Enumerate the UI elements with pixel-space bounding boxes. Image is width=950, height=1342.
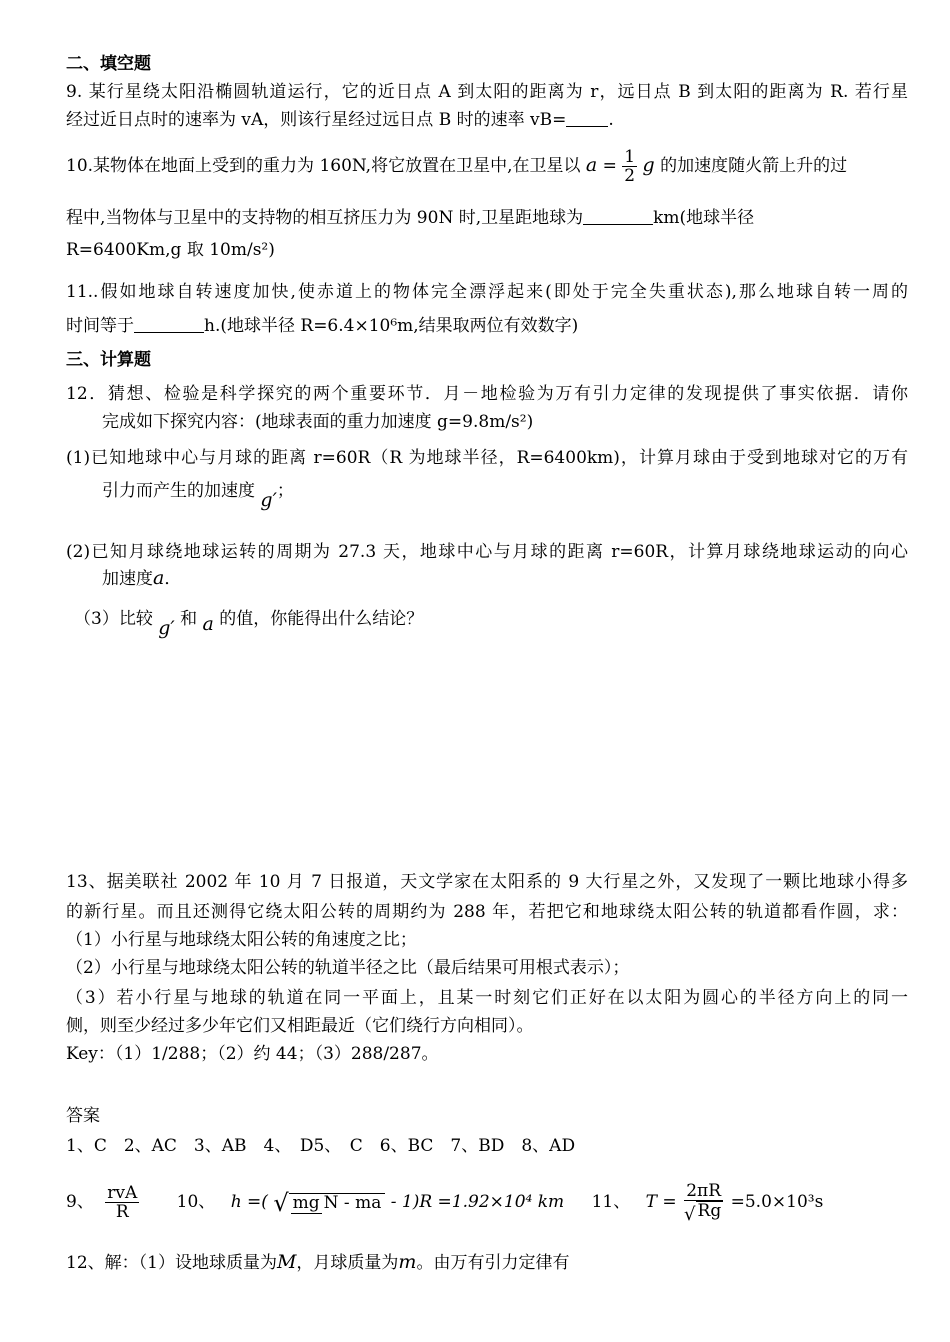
q12-p2-line2-text: 加速度 [102,569,153,589]
answers-title: 答案 [66,1106,100,1126]
q10-frac-den: 2 [624,166,636,186]
q10-line2-b: km(地球半径 [653,208,755,228]
q11-line1: 11..假如地球自转速度加快,使赤道上的物体完全漂浮起来(即处于完全失重状态),那么地球自转一周的 [66,282,908,302]
q10-line1-a: 10.某物体在地面上受到的重力为 160N,将它放置在卫星中,在卫星以 [66,156,581,176]
q11-line2-b: h.(地球半径 R=6.4×10⁶m,结果取两位有效数字) [204,316,579,336]
answer11-den-wrap [682,1201,725,1224]
q10-line1: 10.某物体在地面上受到的重力为 160N,将它放置在卫星中,在卫星以 a = $\frac{1}{2}$ g 的加速度随火箭上升的过 [66,147,848,186]
answer10-lhs: h =( [230,1192,268,1212]
q13-line2: 的新行星。而且还测得它绕太阳公转的周期约为 288 年，若把它和地球绕太阳公转的轨道都看作圆，求： [66,902,908,922]
answers-row-9-11 [66,1178,823,1227]
q10-line2 [66,206,754,230]
q10-fraction [622,148,637,185]
answer12-symbol-M: M [276,1251,297,1273]
answer10-label: 10、 [176,1192,216,1212]
q9-line2-end: . [608,110,614,130]
answer10-den: N - ma [323,1193,382,1213]
q12-p1-line1: (1)已知地球中心与月球的距离 r=60R（R 为地球半径，R=6400km)，计算月球由于受到地球对它的万有 [66,448,908,468]
q12-p2-line2 [102,566,181,591]
answer12-text: 12、解：（1）设地球质量为 [66,1253,277,1273]
q13-p3-line2: 侧，则至少经过多少年它们又相距最近（它们绕行方向相同）。 [66,1016,534,1036]
q10-line1-b: 的加速度随火箭上升的过 [660,156,848,176]
answer10-fraction [289,1193,386,1212]
q12-line2: 完成如下探究内容：(地球表面的重力加速度 g=9.8m/s²) [102,412,534,432]
q13-line1: 13、据美联社 2002 年 10 月 7 日报道，天文学家在太阳系的 9 大行星之外，又发现了一颗比地球小得多 [66,872,908,892]
q10-line2-a: 程中,当物体与卫星中的支持物的相互挤压力为 90N 时,卫星距地球为 [66,208,584,228]
section-fill-title: 二、填空题 [66,54,151,74]
answer12-symbol-m: m [398,1251,417,1273]
answer11-radical-icon: √ [684,1203,696,1225]
q11-line2-a: 时间等于 [66,316,134,336]
q13-p2: （2）小行星与地球绕太阳公转的轨道半径之比（最后结果可用根式表示）； [66,958,630,978]
answer11-den: Rg [697,1200,722,1221]
q12-line1: 12．猜想、检验是科学探究的两个重要环节．月－地检验为万有引力定律的发现提供了事实依据．请你 [66,384,908,404]
answer10-num: mg [292,1193,320,1213]
q12-p1-line2-text: 引力而产生的加速度 [102,481,255,501]
answer12-line [66,1250,569,1275]
answer9-den: R [115,1202,129,1222]
q12-p2-end: ． [164,569,182,589]
q9-line2 [66,108,614,132]
q10-frac-num: 1 [624,147,636,167]
answer9-label: 9、 [66,1192,94,1212]
q10-answer-blank[interactable] [583,208,653,225]
q12-p1-end: ； [276,481,294,501]
q12-p1-symbol: g′ [260,489,277,511]
q13-p1: （1）小行星与地球绕太阳公转的角速度之比； [66,930,417,950]
section-calc-title: 三、计算题 [66,350,151,370]
q12-p3-symbol-a: a [202,613,214,635]
answers-multiple-choice: 1、C 2、AC 3、AB 4、 D5、 C 6、BC 7、BD 8、AD [66,1136,576,1156]
answer9-fraction [105,1184,139,1221]
q10-g-symbol: g [642,154,655,176]
q11-answer-blank[interactable] [134,316,204,333]
q11-line2 [66,314,578,338]
answer12-mid: ，月球质量为 [296,1253,399,1273]
answer11-fraction [682,1182,725,1224]
answer11-rhs: =5.0×10³s [730,1192,824,1212]
q12-p3-c: 的值，你能得出什么结论？ [219,609,424,629]
answer11-label: 11、 [591,1192,631,1212]
q9-answer-blank[interactable] [566,110,608,127]
q12-p1-line2 [102,478,294,511]
q12-p3-b: 和 [180,609,198,629]
q9-line1: 9. 某行星绕太阳沿椭圆轨道运行，它的近日点 A 到太阳的距离为 r，远日点 B 到太阳的距离为 R. 若行星 [66,82,908,102]
answer9-num: rvA [107,1183,138,1203]
q9-line2-text: 经过近日点时的速率为 vA，则该行星经过远日点 B 时的速率 vB= [66,110,567,130]
q12-p3-a: （3）比较 [74,609,153,629]
q10-a-symbol: a [585,154,598,176]
answer12-end: 。由万有引力定律有 [416,1253,570,1273]
answer10-radical-icon: √ [273,1189,289,1217]
q13-p3-line1: （3）若小行星与地球的轨道在同一平面上，且某一时刻它们正好在以太阳为圆心的半径方向上的同一 [66,988,908,1008]
q12-p3 [74,606,424,639]
q10-line3: R=6400Km,g 取 10m/s²) [66,240,275,260]
answer10-rhs: - 1)R =1.92×10⁴ km [390,1192,565,1212]
answer11-num: 2πR [686,1180,722,1201]
answer11-lhs: T = [645,1192,677,1212]
q12-p2-line1: (2)已知月球绕地球运转的周期为 27.3 天，地球中心与月球的距离 r=60R，计算月球绕地球运动的向心 [66,542,908,562]
q13-key: Key：（1）1/288；（2）约 44；（3）288/287。 [66,1044,439,1064]
q12-p2-symbol: a [153,567,165,589]
q12-p3-symbol-g: g′ [158,617,175,639]
